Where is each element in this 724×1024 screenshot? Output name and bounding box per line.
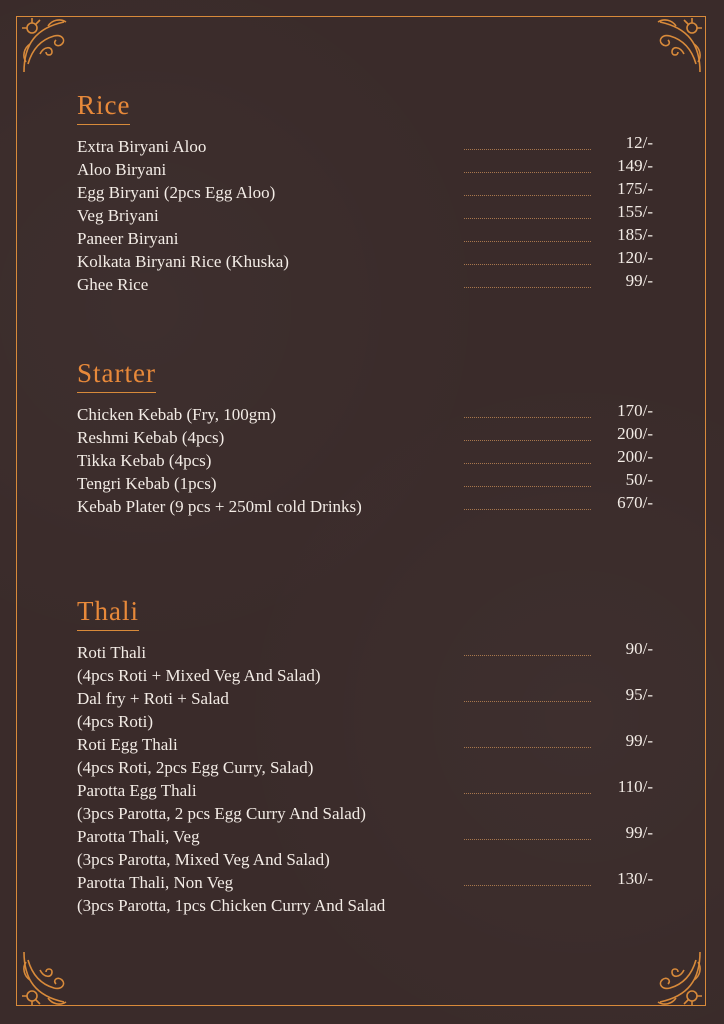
dotted-leader [464,701,591,702]
menu-item [77,779,653,802]
menu-item [77,227,653,250]
menu-item [77,403,653,426]
section-title: Starter [77,358,156,393]
item-price: 110/- [617,777,653,796]
section-starter [77,358,653,518]
menu-item [77,472,653,495]
dotted-leader [464,839,591,840]
dotted-leader [464,287,591,288]
menu-item [77,250,653,273]
corner-ornament-icon [18,14,82,78]
section-title: Thali [77,596,139,631]
menu-item-description [77,664,653,687]
item-price: 185/- [617,225,653,244]
menu-item [77,871,653,894]
menu-item [77,273,653,296]
item-description: (3pcs Parotta, 2 pcs Egg Curry And Salad) [77,804,366,823]
item-name: Kebab Plater (9 pcs + 250ml cold Drinks) [77,497,362,516]
dotted-leader [464,440,591,441]
dotted-leader [464,241,591,242]
item-description: (4pcs Roti, 2pcs Egg Curry, Salad) [77,758,314,777]
item-name: Parotta Thali, Veg [77,827,200,846]
dotted-leader [464,655,591,656]
item-description: (3pcs Parotta, 1pcs Chicken Curry And Salad [77,896,386,915]
dotted-leader [464,195,591,196]
corner-ornament-icon [18,946,82,1010]
menu-item [77,181,653,204]
item-name: Ghee Rice [77,275,149,294]
item-description: (4pcs Roti + Mixed Veg And Salad) [77,666,321,685]
item-name: Chicken Kebab (Fry, 100gm) [77,405,277,424]
item-price: 670/- [617,493,653,512]
menu-item [77,135,653,158]
item-price: 99/- [625,271,653,290]
item-name: Parotta Egg Thali [77,781,197,800]
item-price: 170/- [617,401,653,420]
dotted-leader [464,417,591,418]
item-price: 12/- [625,133,653,152]
section-title: Rice [77,90,130,125]
menu-item [77,495,653,518]
dotted-leader [464,172,591,173]
dotted-leader [464,747,591,748]
item-name: Roti Egg Thali [77,735,178,754]
item-name: Roti Thali [77,643,147,662]
item-price: 130/- [617,869,653,888]
item-name: Kolkata Biryani Rice (Khuska) [77,252,289,271]
item-name: Dal fry + Roti + Salad [77,689,229,708]
corner-ornament-icon [642,946,706,1010]
menu-item [77,687,653,710]
menu-item [77,204,653,227]
item-name: Tengri Kebab (1pcs) [77,474,217,493]
item-price: 175/- [617,179,653,198]
item-description: (3pcs Parotta, Mixed Veg And Salad) [77,850,330,869]
item-price: 155/- [617,202,653,221]
item-price: 99/- [625,823,653,842]
dotted-leader [464,885,591,886]
item-name: Egg Biryani (2pcs Egg Aloo) [77,183,276,202]
dotted-leader [464,463,591,464]
item-name: Reshmi Kebab (4pcs) [77,428,225,447]
item-name: Tikka Kebab (4pcs) [77,451,212,470]
item-price: 90/- [625,639,653,658]
menu-item-description [77,848,653,871]
dotted-leader [464,149,591,150]
item-description: (4pcs Roti) [77,712,154,731]
item-name: Veg Briyani [77,206,159,225]
section-thali [77,596,653,917]
item-name: Extra Biryani Aloo [77,137,207,156]
dotted-leader [464,509,591,510]
item-price: 99/- [625,731,653,750]
menu-item-description [77,894,653,917]
menu-item [77,641,653,664]
menu-item-description [77,710,653,733]
dotted-leader [464,486,591,487]
item-price: 95/- [625,685,653,704]
item-name: Paneer Biryani [77,229,179,248]
item-price: 120/- [617,248,653,267]
menu-item [77,158,653,181]
item-name: Aloo Biryani [77,160,167,179]
item-name: Parotta Thali, Non Veg [77,873,234,892]
item-price: 50/- [625,470,653,489]
corner-ornament-icon [642,14,706,78]
menu-item [77,733,653,756]
menu-item [77,426,653,449]
section-rice [77,90,653,296]
dotted-leader [464,218,591,219]
menu-item-description [77,802,653,825]
item-price: 149/- [617,156,653,175]
dotted-leader [464,264,591,265]
dotted-leader [464,793,591,794]
menu-item-description [77,756,653,779]
menu-item [77,449,653,472]
item-price: 200/- [617,424,653,443]
item-price: 200/- [617,447,653,466]
menu-item [77,825,653,848]
